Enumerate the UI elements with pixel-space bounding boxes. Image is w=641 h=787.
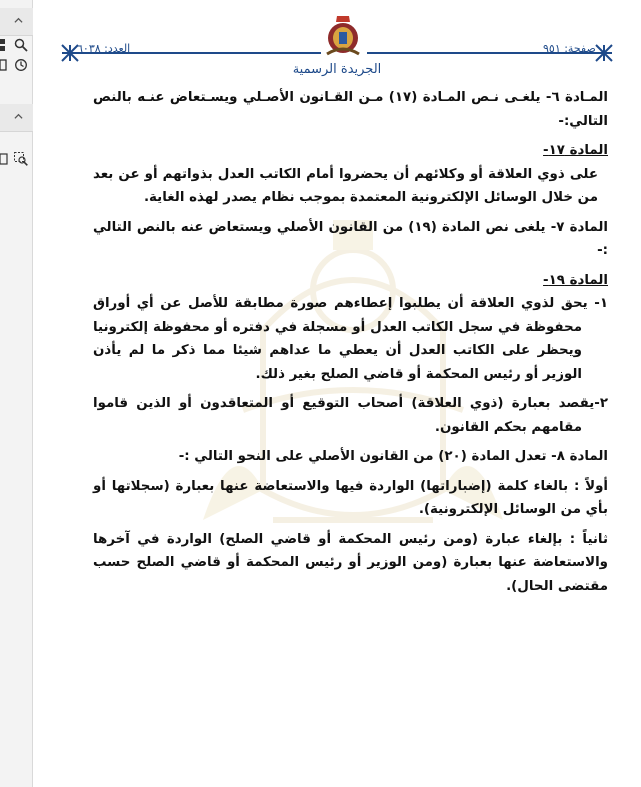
amendment-second: ثانياً : بإلغاء عبارة (ومن رئيس المحكمة أو قاضي الصلح) الواردة في آخرها والاستعاضة عنها بعبارة (ومن الوزير أو رئيس المحكمة أو قاضي الصلح حسب مقتضى الحال). — [93, 531, 608, 594]
page-copy-icon[interactable] — [0, 58, 14, 72]
history-icon[interactable] — [14, 58, 28, 72]
search-icon[interactable] — [14, 38, 28, 52]
collapse-chevron-icon[interactable] — [14, 15, 23, 28]
thumbnail-grid-icon[interactable] — [0, 38, 14, 52]
ornament-knot-icon — [595, 44, 613, 62]
tool-sidebar — [0, 0, 33, 787]
article-19-item-2: ٢-يقصد بعبارة (ذوي العلاقة) أصحاب التوقيع أو المتعاقدون أو الذين قاموا مقامهم بحكم القانون. — [93, 396, 608, 435]
article-19-heading: المادة ١٩- — [543, 272, 608, 288]
article-17-heading: المادة ١٧- — [543, 143, 608, 158]
zoom-select-icon[interactable] — [14, 152, 28, 166]
gazette-title: الجريدة الرسمية — [292, 62, 382, 77]
extract-icon[interactable] — [0, 152, 14, 166]
document-page — [33, 0, 641, 787]
coat-of-arms-icon — [323, 14, 363, 58]
article-19-item-1: ١- يحق لذوي العلاقة أن يطلبوا إعطاءهم صورة مطابقة للأصل عن أي أوراق محفوظة في سجل الكاتب العدل أو مسجلة في دفتره أو محفوظة إلكترونيا ويحظر على الكاتب العدل أن يعطي ما عداهم شيئا مما ذكر ما لم يأذن الوزير أو رئيس المحكمة أو قاضي الصلح بغير ذلك. — [93, 296, 608, 382]
article-8-paragraph: المادة ٨- تعدل المادة (٢٠) من القانون الأصلي على النحو التالي :- — [178, 449, 608, 464]
tool-group-header[interactable] — [0, 8, 33, 36]
tool-group-header[interactable] — [0, 104, 33, 132]
article-17-text: على ذوي العلاقة أو وكلائهم أن يحضروا أمام الكاتب العدل بذواتهم أو عن بعد من خلال الوسائل الإلكترونية المعتمدة بموجب نظام يصدر لهذه الغاية. — [93, 166, 598, 205]
article-7-paragraph: المادة ٧- يلغى نص المادة (١٩) من القانون الأصلي ويستعاض عنه بالنص التالي :- — [93, 219, 609, 258]
amendment-first: أولاً : بالغاء كلمة (إضباراتها) الواردة فيها والاستعاضة عنها بعبارة (سجلاتها أو بأي من الوسائل الإلكترونية). — [93, 478, 608, 517]
collapse-chevron-icon[interactable] — [14, 111, 23, 124]
document-body — [93, 86, 608, 604]
page-number: صفحة: ٩٥١ — [543, 42, 596, 55]
article-6-paragraph: المـادة ٦- يلغـى نـص المـادة (١٧) مـن القـانون الأصـلي ويسـتعاض عنـه بالنص التالي:- — [93, 90, 609, 129]
issue-number: العدد: ٦٠٣٨ — [77, 42, 131, 55]
